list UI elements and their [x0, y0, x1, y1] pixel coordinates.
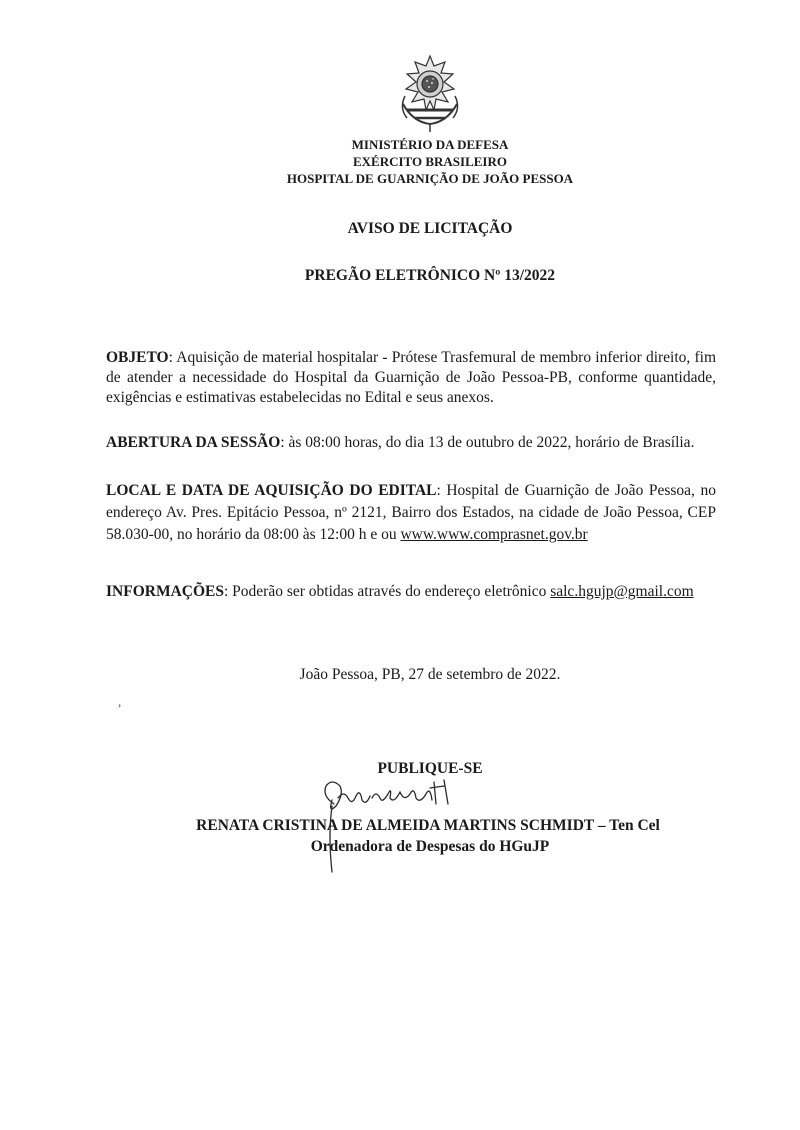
comprasnet-link[interactable]: www.www.comprasnet.gov.br: [400, 526, 588, 543]
objeto-paragraph: [106, 348, 716, 408]
abertura-text: : às 08:00 horas, do dia 13 de outubro de 2022, horário de Brasília.: [280, 434, 695, 451]
informacoes-paragraph: [106, 582, 716, 602]
email-link[interactable]: salc.hgujp@gmail.com: [550, 583, 694, 600]
header-ministry: MINISTÉRIO DA DEFESA: [351, 137, 509, 152]
signatory-role: Ordenadora de Despesas do HGuJP: [310, 838, 550, 855]
document-title: AVISO DE LICITAÇÃO: [347, 220, 513, 237]
local-text: : Hospital de Guarnição de João Pessoa, no endereço Av. Pres. Epitácio Pessoa, nº 2121, Bairro dos Estados, na cidade de João Pessoa, CEP 58.030-00, no horário da 08:00 às 12:00 h e ou: [106, 482, 716, 543]
informacoes-label: INFORMAÇÕES: [106, 583, 224, 600]
brazil-coat-of-arms-icon: [393, 52, 467, 134]
document-subtitle: PREGÃO ELETRÔNICO Nº 13/2022: [304, 267, 556, 284]
objeto-text: : Aquisição de material hospitalar - Prótese Trasfemural de membro inferior direito, fim de atender a necessidade do Hospital da Guarnição de João Pessoa-PB, conforme quantidade, exigências e estimativas estabelecidas no Edital e seus anexos.: [106, 349, 716, 406]
header-army: EXÉRCITO BRASILEIRO: [352, 154, 507, 169]
local-label: LOCAL E DATA DE AQUISIÇÃO DO EDITAL: [106, 482, 437, 499]
place-and-date: João Pessoa, PB, 27 de setembro de 2022.: [299, 666, 561, 683]
local-paragraph: [106, 480, 716, 546]
informacoes-text: : Poderão ser obtidas através do endereço eletrônico: [223, 583, 551, 600]
header-hospital: HOSPITAL DE GUARNIÇÃO DE JOÃO PESSOA: [286, 171, 574, 186]
publique-heading: PUBLIQUE-SE: [377, 760, 483, 777]
abertura-label: ABERTURA DA SESSÃO: [106, 434, 281, 451]
stray-mark: ,: [118, 694, 122, 709]
abertura-paragraph: [106, 433, 716, 453]
signatory-name: RENATA CRISTINA DE ALMEIDA MARTINS SCHMIDT – Ten Cel: [196, 817, 660, 834]
objeto-label: OBJETO: [106, 349, 169, 366]
